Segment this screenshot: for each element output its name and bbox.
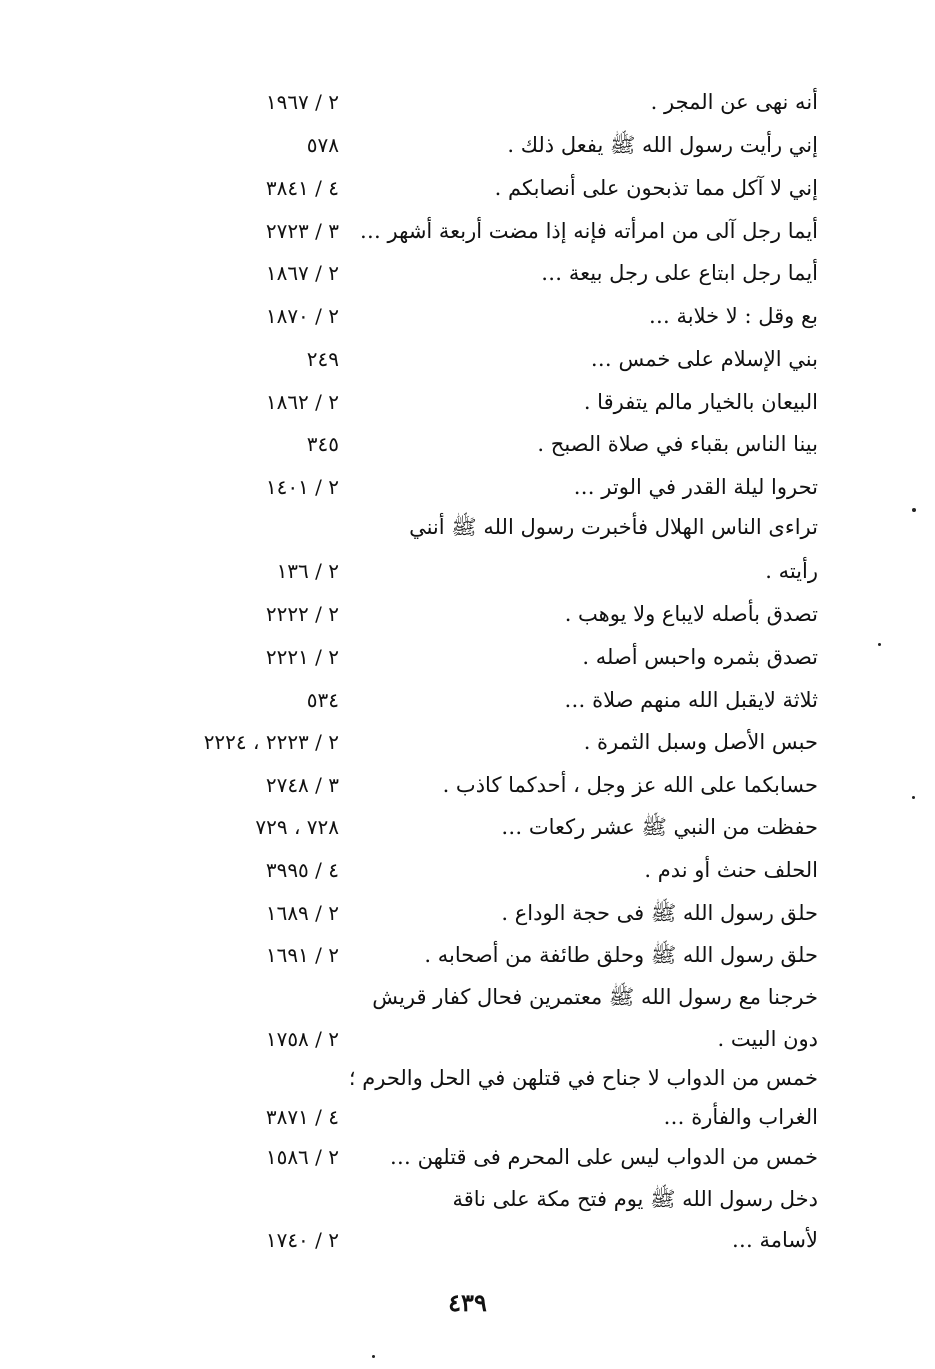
hadith-text: حلق رسول الله ﷺ وحلق طائفة من أصحابه . — [424, 943, 818, 967]
index-entry — [0, 296, 935, 336]
index-entry — [0, 680, 935, 720]
index-entry — [0, 1058, 935, 1098]
hadith-text: حفظت من النبي ﷺ عشر ركعات … — [501, 815, 818, 839]
hadith-text: ثلاثة لايقبل الله منهم صلاة … — [564, 688, 818, 712]
scan-speck — [878, 643, 881, 646]
reference-number: ٢ / ١٨٦٧ — [265, 261, 339, 285]
index-entry — [0, 551, 935, 591]
scan-speck — [912, 508, 916, 512]
reference-number: ٢ / ١٨٦٢ — [265, 390, 339, 414]
hadith-text: تصدق بأصله لايباع ولا يوهب . — [564, 602, 818, 626]
index-entry — [0, 507, 935, 547]
index-entry — [0, 211, 935, 251]
index-entry — [0, 722, 935, 762]
index-entry — [0, 1137, 935, 1177]
reference-number: ٢٤٩ — [306, 347, 339, 371]
hadith-text: خمس من الدواب لا جناح في قتلهن في الحل والحرم ؛ — [348, 1066, 818, 1090]
index-entry — [0, 253, 935, 293]
hadith-text: حبس الأصل وسبل الثمرة . — [583, 730, 818, 754]
index-entry — [0, 1019, 935, 1059]
index-entry — [0, 935, 935, 975]
hadith-text: بع وقل : لا خلابة … — [648, 304, 818, 328]
reference-number: ٥٣٤ — [306, 688, 339, 712]
index-entry — [0, 850, 935, 890]
hadith-text: أنه نهى عن المجر . — [650, 90, 818, 114]
hadith-text: حلق رسول الله ﷺ فى حجة الوداع . — [501, 901, 818, 925]
hadith-text: الحلف حنث أو ندم . — [644, 858, 818, 882]
hadith-text: لأسامة … — [731, 1228, 818, 1252]
hadith-text: أيما رجل ابتاع على رجل بيعة … — [541, 261, 818, 285]
hadith-text: إني لا آكل مما تذبحون على أنصابكم . — [494, 176, 818, 200]
hadith-text: خرجنا مع رسول الله ﷺ معتمرين فحال كفار قريش — [372, 985, 818, 1009]
index-entry — [0, 82, 935, 122]
hadith-text: تحروا ليلة القدر في الوتر … — [573, 475, 818, 499]
index-entry — [0, 594, 935, 634]
index-entry — [0, 1179, 935, 1219]
hadith-text: إني رأيت رسول الله ﷺ يفعل ذلك . — [507, 133, 818, 157]
reference-number: ٢ / ١٧٥٨ — [265, 1027, 339, 1051]
reference-number: ٣ / ٢٧٤٨ — [265, 773, 339, 797]
index-entry — [0, 125, 935, 165]
reference-number: ٢ / ١٦٨٩ — [265, 901, 339, 925]
hadith-text: البيعان بالخيار مالم يتفرقا . — [583, 390, 818, 414]
index-entry — [0, 467, 935, 507]
scan-speck — [912, 796, 915, 799]
reference-number: ٢ / ١٤٠١ — [265, 475, 339, 499]
index-entry — [0, 637, 935, 677]
reference-number: ٢ / ١٨٧٠ — [265, 304, 339, 328]
index-entry — [0, 382, 935, 422]
reference-number: ٤ / ٣٨٧١ — [265, 1105, 339, 1129]
page-number: ٤٣٩ — [448, 1288, 487, 1317]
hadith-text: خمس من الدواب ليس على المحرم فى قتلهن … — [389, 1145, 818, 1169]
reference-number: ٣٤٥ — [306, 432, 339, 456]
reference-number: ٤ / ٣٩٩٥ — [265, 858, 339, 882]
index-entry — [0, 424, 935, 464]
index-entry — [0, 1220, 935, 1260]
reference-number: ٢ / ٢٢٢٣ ، ٢٢٢٤ — [203, 730, 339, 754]
reference-number: ٢ / ١٩٦٧ — [265, 90, 339, 114]
hadith-text: دخل رسول الله ﷺ يوم فتح مكة على ناقة — [452, 1187, 818, 1211]
reference-number: ٤ / ٣٨٤١ — [265, 176, 339, 200]
hadith-text: تصدق بثمره واحبس أصله . — [582, 645, 818, 669]
index-entry — [0, 893, 935, 933]
index-entry — [0, 168, 935, 208]
reference-number: ٢ / ١٧٤٠ — [265, 1228, 339, 1252]
hadith-text: تراءى الناس الهلال فأخبرت رسول الله ﷺ أنني — [409, 515, 818, 539]
reference-number: ٢ / ١٣٦ — [276, 559, 339, 583]
reference-number: ٣ / ٢٧٢٣ — [265, 219, 339, 243]
index-entry — [0, 807, 935, 847]
reference-number: ٧٢٨ ، ٧٢٩ — [255, 815, 339, 839]
reference-number: ٥٧٨ — [306, 133, 339, 157]
scan-speck — [372, 1355, 375, 1358]
hadith-text: دون البيت . — [717, 1027, 818, 1051]
hadith-text: الغراب والفأرة … — [663, 1105, 818, 1129]
index-entry — [0, 977, 935, 1017]
hadith-text: رأيته . — [765, 559, 818, 583]
reference-number: ٢ / ١٦٩١ — [265, 943, 339, 967]
index-entry — [0, 339, 935, 379]
reference-number: ٢ / ٢٢٢١ — [265, 645, 339, 669]
index-entry — [0, 765, 935, 805]
index-entry — [0, 1097, 935, 1137]
hadith-text: بني الإسلام على خمس … — [590, 347, 818, 371]
reference-number: ٢ / ٢٢٢٢ — [265, 602, 339, 626]
hadith-text: أيما رجل آلى من امرأته فإنه إذا مضت أربعة أشهر … — [359, 219, 818, 243]
reference-number: ٢ / ١٥٨٦ — [265, 1145, 339, 1169]
hadith-text: حسابكما على الله عز وجل ، أحدكما كاذب . — [442, 773, 818, 797]
hadith-text: بينا الناس بقباء في صلاة الصبح . — [537, 432, 818, 456]
